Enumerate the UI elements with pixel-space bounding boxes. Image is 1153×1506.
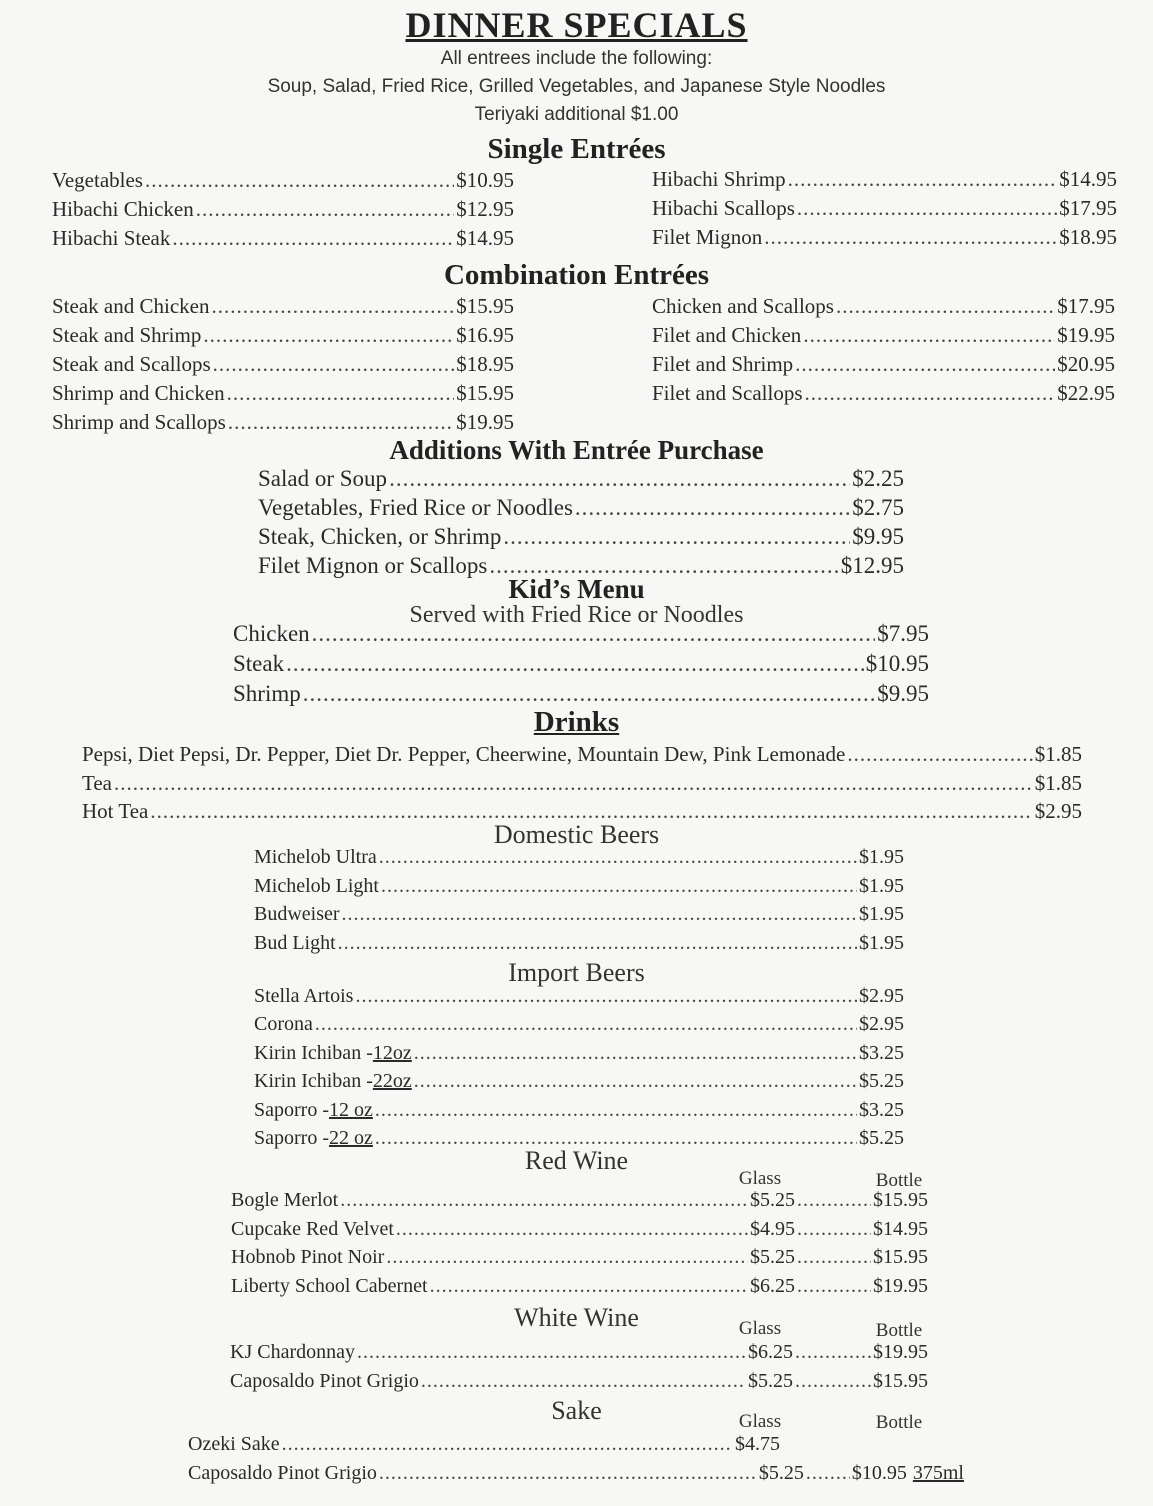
additions-heading: Additions With Entrée Purchase [389,435,764,465]
menu-item: Hobnob Pinot Noir ..... $5.25 ..... $15.95 [231,1243,928,1271]
menu-item: KJ Chardonnay ..... $6.25 ..... $19.95 [230,1338,928,1366]
size-label: 22oz [372,1070,412,1092]
menu-item: Steak and Shrimp ..... $16.95 [52,321,514,349]
glass-column-header: Glass [738,1168,782,1189]
teriyaki-note: Teriyaki additional $1.00 [474,104,679,125]
domestic-beers-heading: Domestic Beers [493,820,660,849]
menu-item: Caposaldo Pinot Grigio ..... $5.25 ..... $15.95 [230,1367,928,1395]
menu-item: Saporro - 22 oz ..... $5.25 [254,1124,904,1152]
size-label: 12 oz [328,1099,373,1121]
entree-includes-line: All entrees include the following: [440,48,713,69]
menu-item: Shrimp ..... $9.95 [233,680,929,708]
menu-item: Cupcake Red Velvet ..... $4.95 ..... $14.95 [231,1215,928,1243]
menu-item: Corona ..... $2.95 [254,1010,904,1038]
menu-item: Liberty School Cabernet ..... $6.25 ..... $19.95 [231,1272,928,1300]
menu-item: Caposaldo Pinot Grigio ..... $5.25 ..... $10.95 375ml [188,1459,964,1487]
kids-menu-heading: Kid’s Menu [508,574,645,604]
glass-column-header: Glass [738,1318,782,1339]
menu-item: Filet and Chicken ..... $19.95 [652,321,1115,349]
menu-item: Pepsi, Diet Pepsi, Dr. Pepper, Diet Dr. Pepper, Cheerwine, Mountain Dew, Pink Lemonade ..... $1.85 [82,740,1082,768]
menu-item: Michelob Ultra ..... $1.95 [254,843,904,871]
menu-item: Budweiser ..... $1.95 [254,900,904,928]
menu-item: Shrimp and Chicken ..... $15.95 [52,379,514,407]
entree-includes-list: Soup, Salad, Fried Rice, Grilled Vegetables, and Japanese Style Noodles [267,76,886,97]
combination-entrees-heading: Combination Entrées [443,259,710,291]
menu-item: Saporro - 12 oz ..... $3.25 [254,1096,904,1124]
menu-item: Hibachi Chicken ..... $12.95 [52,195,514,223]
menu-item: Kirin Ichiban - 22oz ..... $5.25 [254,1067,904,1095]
menu-item: Shrimp and Scallops ..... $19.95 [52,408,514,436]
white-wine-heading: White Wine [514,1303,639,1332]
menu-item: Tea ..... $1.85 [82,769,1082,797]
menu-item: Vegetables, Fried Rice or Noodles ..... $2.75 [258,494,904,522]
single-entrees-heading: Single Entrées [487,133,666,165]
menu-item: Filet Mignon or Scallops ..... $12.95 [258,552,904,580]
menu-item: Bud Light ..... $1.95 [254,929,904,957]
menu-item: Filet and Scallops ..... $22.95 [652,379,1115,407]
menu-item: Vegetables ..... $10.95 [52,166,514,194]
menu-item: Ozeki Sake ..... $4.75 [188,1430,780,1458]
sake-heading: Sake [551,1396,602,1425]
drinks-heading: Drinks [533,706,620,738]
red-wine-heading: Red Wine [524,1146,629,1175]
glass-column-header: Glass [738,1411,782,1432]
size-label: 375ml [912,1462,964,1484]
menu-item: Steak ..... $10.95 [233,650,929,678]
menu-item: Salad or Soup ..... $2.25 [258,465,904,493]
bottle-column-header: Bottle [875,1412,923,1433]
menu-item: Filet and Shrimp ..... $20.95 [652,350,1115,378]
page-title: DINNER SPECIALS [405,5,748,45]
menu-item: Hibachi Shrimp ..... $14.95 [652,165,1117,193]
bottle-column-header: Bottle [875,1170,923,1191]
menu-item: Steak and Chicken ..... $15.95 [52,292,514,320]
size-label: 22 oz [328,1127,373,1149]
menu-item: Chicken ..... $7.95 [233,620,929,648]
menu-item: Steak and Scallops ..... $18.95 [52,350,514,378]
bottle-column-header: Bottle [875,1320,923,1341]
menu-item: Bogle Merlot ..... $5.25 ..... $15.95 [231,1186,928,1214]
size-label: 12oz [372,1042,412,1064]
menu-item: Hibachi Scallops ..... $17.95 [652,194,1117,222]
menu-item: Chicken and Scallops ..... $17.95 [652,292,1115,320]
menu-item: Hot Tea ..... $2.95 [82,797,1082,825]
menu-item: Filet Mignon ..... $18.95 [652,223,1117,251]
kids-menu-subheading: Served with Fried Rice or Noodles [409,602,744,628]
menu-item: Kirin Ichiban - 12oz ..... $3.25 [254,1039,904,1067]
import-beers-heading: Import Beers [508,958,645,987]
menu-item: Stella Artois ..... $2.95 [254,982,904,1010]
menu-item: Michelob Light ..... $1.95 [254,872,904,900]
menu-item: Hibachi Steak ..... $14.95 [52,224,514,252]
menu-item: Steak, Chicken, or Shrimp ..... $9.95 [258,523,904,551]
